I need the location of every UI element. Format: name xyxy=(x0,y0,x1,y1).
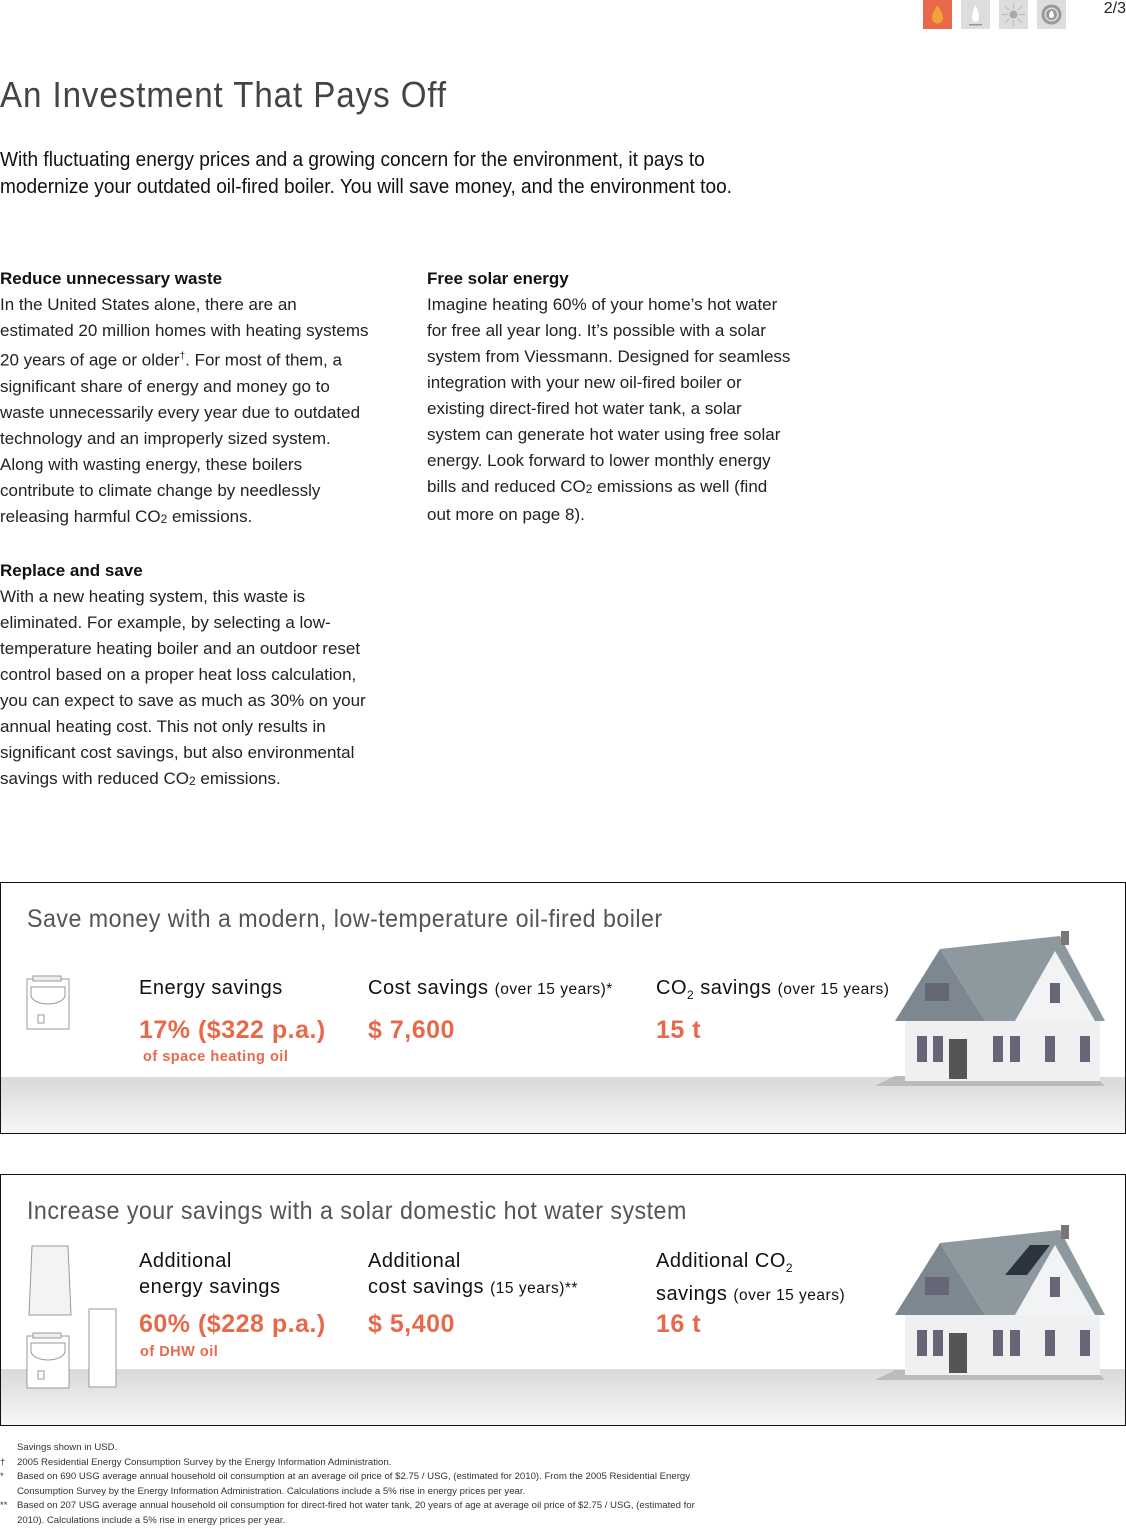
sun-icon xyxy=(999,0,1028,29)
energy-savings-label: Energy savings xyxy=(139,977,283,999)
cost-savings-value: $ 5,400 xyxy=(368,1310,455,1338)
footnote: † 2005 Residential Energy Consumption Survey by the Energy Information Administration. xyxy=(0,1456,392,1468)
section-heading: Free solar energy xyxy=(427,269,569,288)
solar-savings-box xyxy=(0,1174,1126,1426)
footnotes xyxy=(0,1441,700,1529)
energy-savings-value: 60% ($228 p.a.) xyxy=(139,1310,326,1338)
energy-savings-value: 17% ($322 p.a.) xyxy=(139,1016,326,1044)
page-number: 2/3 xyxy=(1103,0,1126,17)
condensing-icon xyxy=(1037,0,1066,29)
energy-savings-note: of DHW oil xyxy=(140,1344,219,1360)
cost-savings-label: Cost savings (over 15 years)* xyxy=(368,977,613,999)
footnote: ** Based on 207 USG average annual household oil consumption for direct-fired hot water tank, 20 years of age at average oil price of $2.75 / USG, (estimated for 2010). Calculations include a 5% rise in energy prices per year. xyxy=(0,1500,695,1526)
co2-savings-label: $CO_2$ savings (over 15 years) xyxy=(656,977,890,1002)
footnote: * Based on 690 USG average annual household oil consumption at an average oil price of $2.75 / USG, (estimated for 2010). From the 2005 Residential Energy Consumption Survey by the Energy Information Administration. Calculations include a 5% rise in energy prices per year. xyxy=(0,1471,691,1497)
energy-savings-note: of space heating oil xyxy=(143,1049,289,1065)
intro-text: With fluctuating energy prices and a growing concern for the environment, it pays to modernize your outdated oil-fired boiler. You will save money, and the environment too. xyxy=(0,148,732,198)
oil-flame-icon xyxy=(923,0,952,29)
box-title: Increase your savings with a solar domestic hot water system xyxy=(27,1197,687,1225)
solar-house-image xyxy=(865,1225,1115,1385)
boiler-savings-box xyxy=(0,882,1126,1134)
house-image xyxy=(865,931,1115,1091)
co2-savings-value: 15 t xyxy=(656,1016,702,1044)
co2-savings-label: Additional $CO_2$ savings (over 15 years) xyxy=(656,1250,846,1305)
energy-savings-label: Additional energy savings xyxy=(139,1250,281,1298)
section-heading: Reduce unnecessary waste xyxy=(0,269,223,288)
cost-savings-label: Additional cost savings (15 years)** xyxy=(368,1250,578,1298)
footnote: Savings shown in USD. xyxy=(17,1442,118,1453)
boiler-icon xyxy=(26,975,72,1031)
gas-flame-icon xyxy=(961,0,990,29)
co2-savings-value: 16 t xyxy=(656,1310,702,1338)
cost-savings-value: $ 7,600 xyxy=(368,1016,455,1044)
section-text: With a new heating system, this waste is eliminated. For example, by selecting a low-temperature heating boiler and an outdoor reset control based on a proper heat loss calculation, you can expect to save as much as 30% on your annual heating cost. This not only results in significant cost savings, but also environmental savings with reduced $CO_2$ emissions. xyxy=(0,586,366,788)
section-text: In the United States alone, there are an estimated 20 million homes with heating systems 20 years of age or older†. For most of them, a significant share of energy and money go to waste unnecessarily every year due to outdated technology and an improperly sized system. Along with wasting energy, these boilers contribute to climate change by needlessly releasing harmful $CO_2$ emissions. xyxy=(0,295,369,526)
right-column xyxy=(427,266,795,554)
solar-system-icon xyxy=(26,1245,121,1391)
section-text: Imagine heating 60% of your home’s hot water for free all year long. It’s possible with a solar system from Viessmann. Designed for seamless integration with your new oil-fired boiler or existing direct-fired hot water tank, a solar system can generate hot water using free solar energy. Look forward to lower monthly energy bills and reduced $CO_2$ emissions as well (find out more on page 8). xyxy=(427,295,791,524)
page-title: An Investment That Pays Off xyxy=(0,74,448,115)
left-column xyxy=(0,266,372,820)
section-heading: Replace and save xyxy=(0,560,143,580)
box-title: Save money with a modern, low-temperature oil-fired boiler xyxy=(27,905,663,933)
